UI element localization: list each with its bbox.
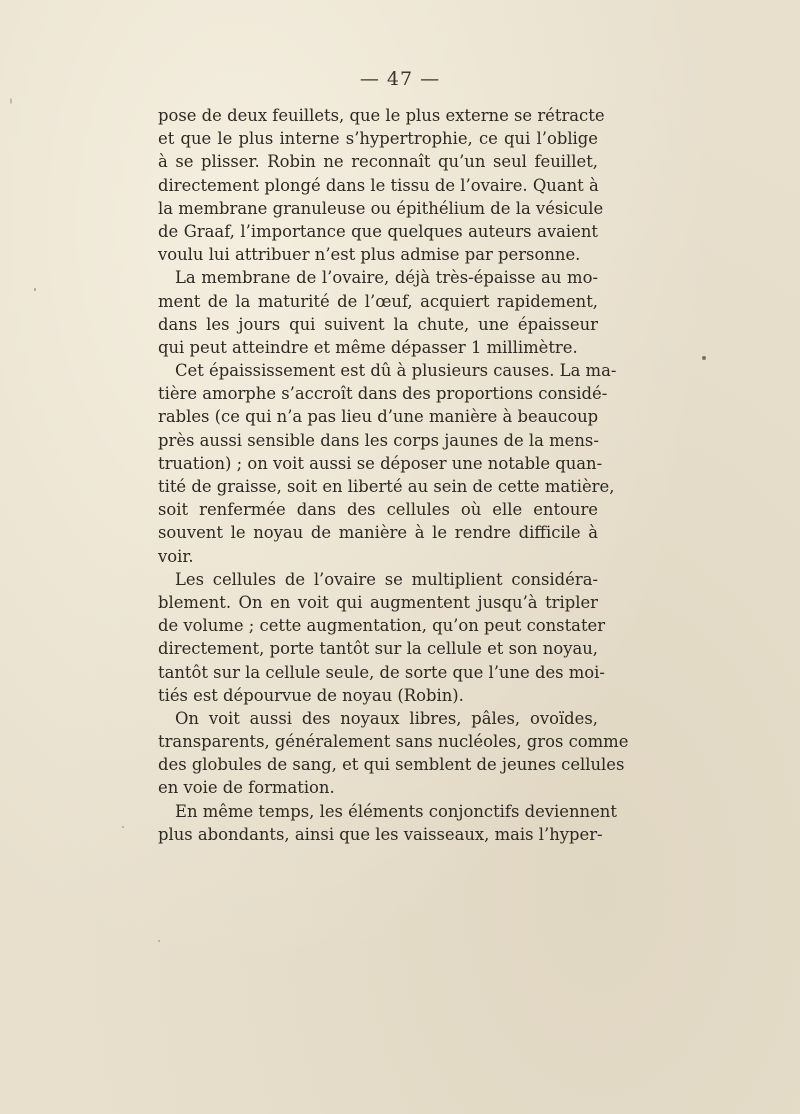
paper-speck (122, 826, 124, 828)
text-line: qui peut atteindre et même dépasser 1 millimètre. (158, 337, 578, 357)
text-line: Les cellules de l’ovaire se multiplient considéra- (175, 569, 598, 589)
text-line: dans les jours qui suivent la chute, une épaisseur (158, 314, 598, 334)
paper-speck (10, 98, 12, 104)
text-line: En même temps, les éléments conjonctifs deviennent (175, 801, 617, 821)
text-line: voulu lui attribuer n’est plus admise par personne. (158, 245, 581, 265)
text-line: des globules de sang, et qui semblent de jeunes cellules (158, 755, 625, 775)
text-line: directement, porte tantôt sur la cellule et son noyau, (158, 639, 598, 659)
paper-speck (702, 356, 706, 360)
text-line: directement plongé dans le tissu de l’ovaire. Quant à (158, 175, 599, 195)
text-line: et que le plus interne s’hypertrophie, ce qui l’oblige (158, 129, 598, 149)
text-line: La membrane de l’ovaire, déjà très-épaisse au mo- (175, 268, 598, 288)
text-line: rables (ce qui n’a pas lieu d’une manière à beaucoup (158, 407, 599, 427)
text-line: plus abondants, ainsi que les vaisseaux, mais l’hyper- (158, 824, 603, 844)
text-line: à se plisser. Robin ne reconnaît qu’un seul feuillet, (158, 152, 598, 172)
text-line: souvent le noyau de manière à le rendre difficile à (158, 523, 598, 543)
text-line: truation) ; on voit aussi se déposer une notable quan- (158, 453, 603, 473)
text-line: blement. On en voit qui augmentent jusqu’à tripler (158, 592, 598, 612)
body-text (158, 104, 629, 846)
text-line: tière amorphe s’accroît dans des proportions considé- (158, 384, 608, 404)
text-line: tiés est dépourvue de noyau (Robin). (158, 685, 464, 705)
text-line: en voie de formation. (158, 778, 335, 798)
text-line: pose de deux feuillets, que le plus externe se rétracte (158, 106, 605, 125)
page-number: — 47 — (359, 68, 441, 90)
text-line: tantôt sur la cellule seule, de sorte que l’une des moi- (158, 662, 605, 682)
text-line: ment de la maturité de l’œuf, acquiert rapidement, (158, 291, 598, 311)
text-line: de volume ; cette augmentation, qu’on peut constater (158, 616, 606, 636)
text-line: de Graaf, l’importance que quelques auteurs avaient (158, 221, 598, 241)
text-line: soit renfermée dans des cellules où elle entoure (158, 500, 598, 520)
text-line: On voit aussi des noyaux libres, pâles, ovoïdes, (175, 708, 598, 728)
text-line: près aussi sensible dans les corps jaunes de la mens- (158, 430, 599, 450)
paper-speck (158, 940, 160, 942)
text-line: tité de graisse, soit en liberté au sein de cette matière, (158, 477, 615, 496)
text-line: Cet épaississement est dû à plusieurs causes. La ma- (175, 361, 617, 381)
text-line: transparents, généralement sans nucléoles, gros comme (158, 732, 629, 752)
text-line: voir. (158, 546, 194, 566)
text-line: la membrane granuleuse ou épithélium de la vésicule (158, 198, 604, 218)
paper-speck (34, 288, 36, 291)
